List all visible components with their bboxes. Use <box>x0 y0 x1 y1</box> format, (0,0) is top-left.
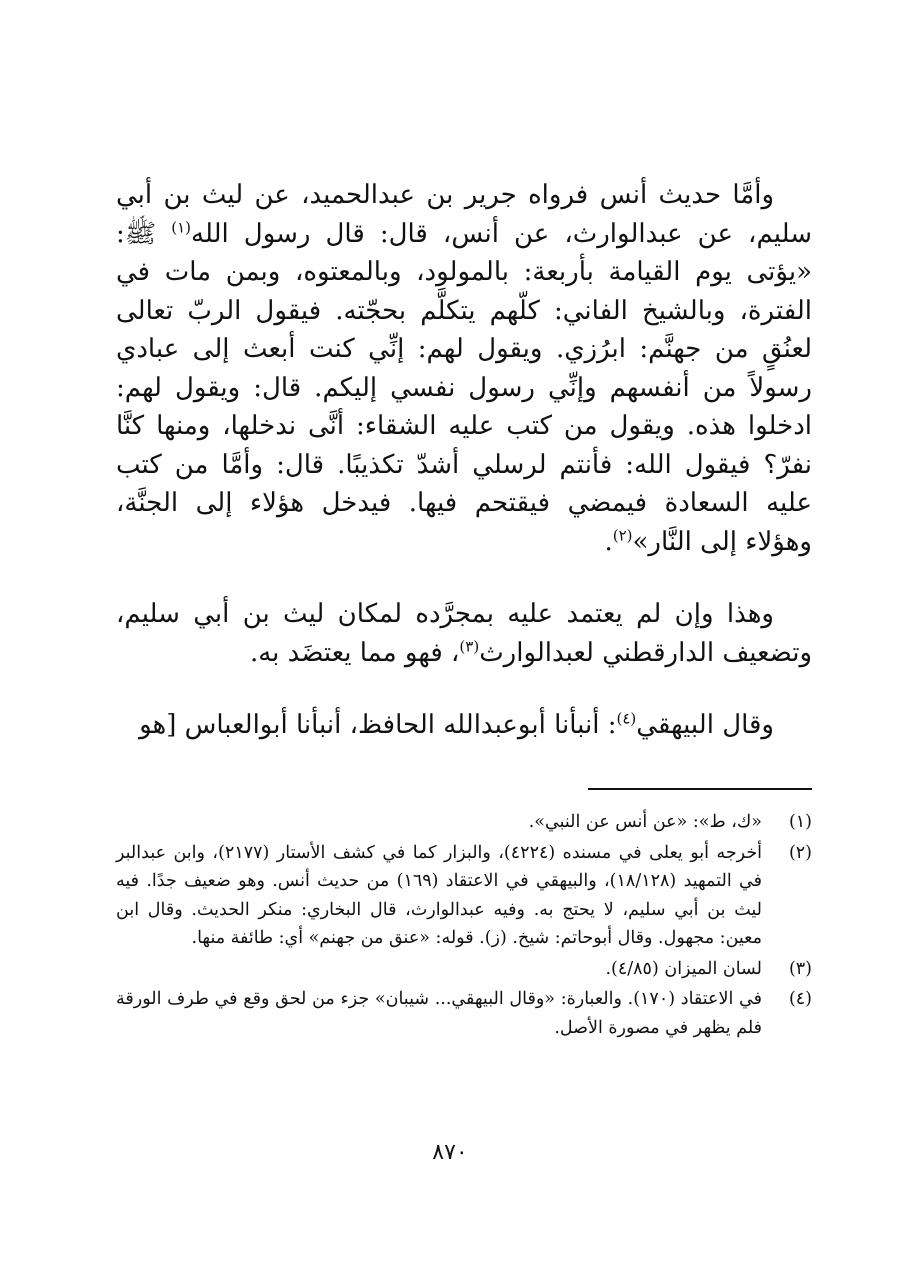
paragraph-text: . <box>604 526 613 557</box>
footnote-marker: (٣) <box>459 636 480 655</box>
paragraph-text: وقال البيهقي <box>636 710 774 740</box>
main-text <box>116 176 812 745</box>
footnote-marker: (٤) <box>616 709 637 728</box>
footnote-4 <box>116 985 812 1042</box>
footnotes <box>116 808 812 1044</box>
page-number: ٨٧٠ <box>432 1140 468 1165</box>
paragraph-text: : أنبأنا أبوعبدالله الحافظ، أنبأنا أبوالعباس [هو <box>139 710 617 740</box>
paragraph-text: وهذا وإن لم يعتمد عليه بمجرَّده لمكان ليث بن أبي سليم، وتضعيف الدارقطني لعبدالوارث <box>116 599 812 668</box>
footnote-3 <box>116 955 812 984</box>
footnote-number: (١) <box>788 812 812 832</box>
footnote-number: (٢) <box>788 842 812 863</box>
footnote-marker: (٢) <box>612 525 633 544</box>
footnote-marker: (١) <box>171 217 192 236</box>
footnote-number: (٣) <box>788 958 812 979</box>
footnote-text: «ك، ط»: «عن أنس عن النبي». <box>528 812 762 832</box>
footnote-text: لسان الميزان (٤/٨٥). <box>605 958 762 979</box>
footnote-2 <box>116 839 812 953</box>
footnote-text: في الاعتقاد (١٧٠). والعبارة: «وقال البيهقي... شيبان» جزء من لحق وقع في طرف الورقة فلم يظهر في مصورة الأصل. <box>116 989 762 1038</box>
footnote-separator <box>588 788 812 790</box>
paragraph-text: ﷺ: «يؤتى يوم القيامة بأربعة: بالمولود، وبالمعتوه، وبمن مات في الفترة، وبالشيخ الفاني: كلّهم يتكلَّم بحجّته. فيقول الربّ تعالى لعنُقٍ من جهنَّم: ابرُزي. ويقول لهم: إنِّي كنت أبعث إلى عبادي رسولاً من أنفسهم وإنِّي رسول نفسي إليكم. قال: ويقول لهم: ادخلوا هذه. ويقول من كتب عليه الشقاء: أنَّى ندخلها، ومنها كنَّا نفرّ؟ فيقول الله: فأنتم لرسلي أشدّ تكذيبًا. قال: وأمَّا من كتب عليه السعادة فيمضي فيقتحم فيها. فيدخل هؤلاء إلى الجنَّة، وهؤلاء إلى النَّار» <box>116 218 812 557</box>
paragraph-text: وأمَّا حديث أنس فرواه جرير بن عبدالحميد، عن ليث بن أبي سليم، عن عبدالوارث، عن أنس، قال: قال رسول الله <box>116 180 812 249</box>
footnote-1 <box>116 808 812 837</box>
paragraph-commentary <box>116 595 812 672</box>
paragraph-text: ، فهو مما يعتضَد به. <box>249 637 460 668</box>
paragraph-anas-hadith <box>116 176 812 561</box>
paragraph-bayhaqi <box>116 706 812 745</box>
footnote-number: (٤) <box>788 989 812 1009</box>
footnote-text: أخرجه أبو يعلى في مسنده (٤٢٢٤)، والبزار كما في كشف الأستار (٢١٧٧)، وابن عبدالبر في التمهيد (١٨/١٢٨)، والبيهقي في الاعتقاد (١٦٩) من حديث أنس. وهو ضعيف جدًا. فيه ليث بن أبي سليم، لا يحتج به. وفيه عبدالوارث، قال البخاري: منكر الحديث. وقال ابن معين: مجهول. وقال أبوحاتم: شيخ. (ز). قوله: «عنق من جهنم» أي: طائفة منها. <box>116 842 763 948</box>
